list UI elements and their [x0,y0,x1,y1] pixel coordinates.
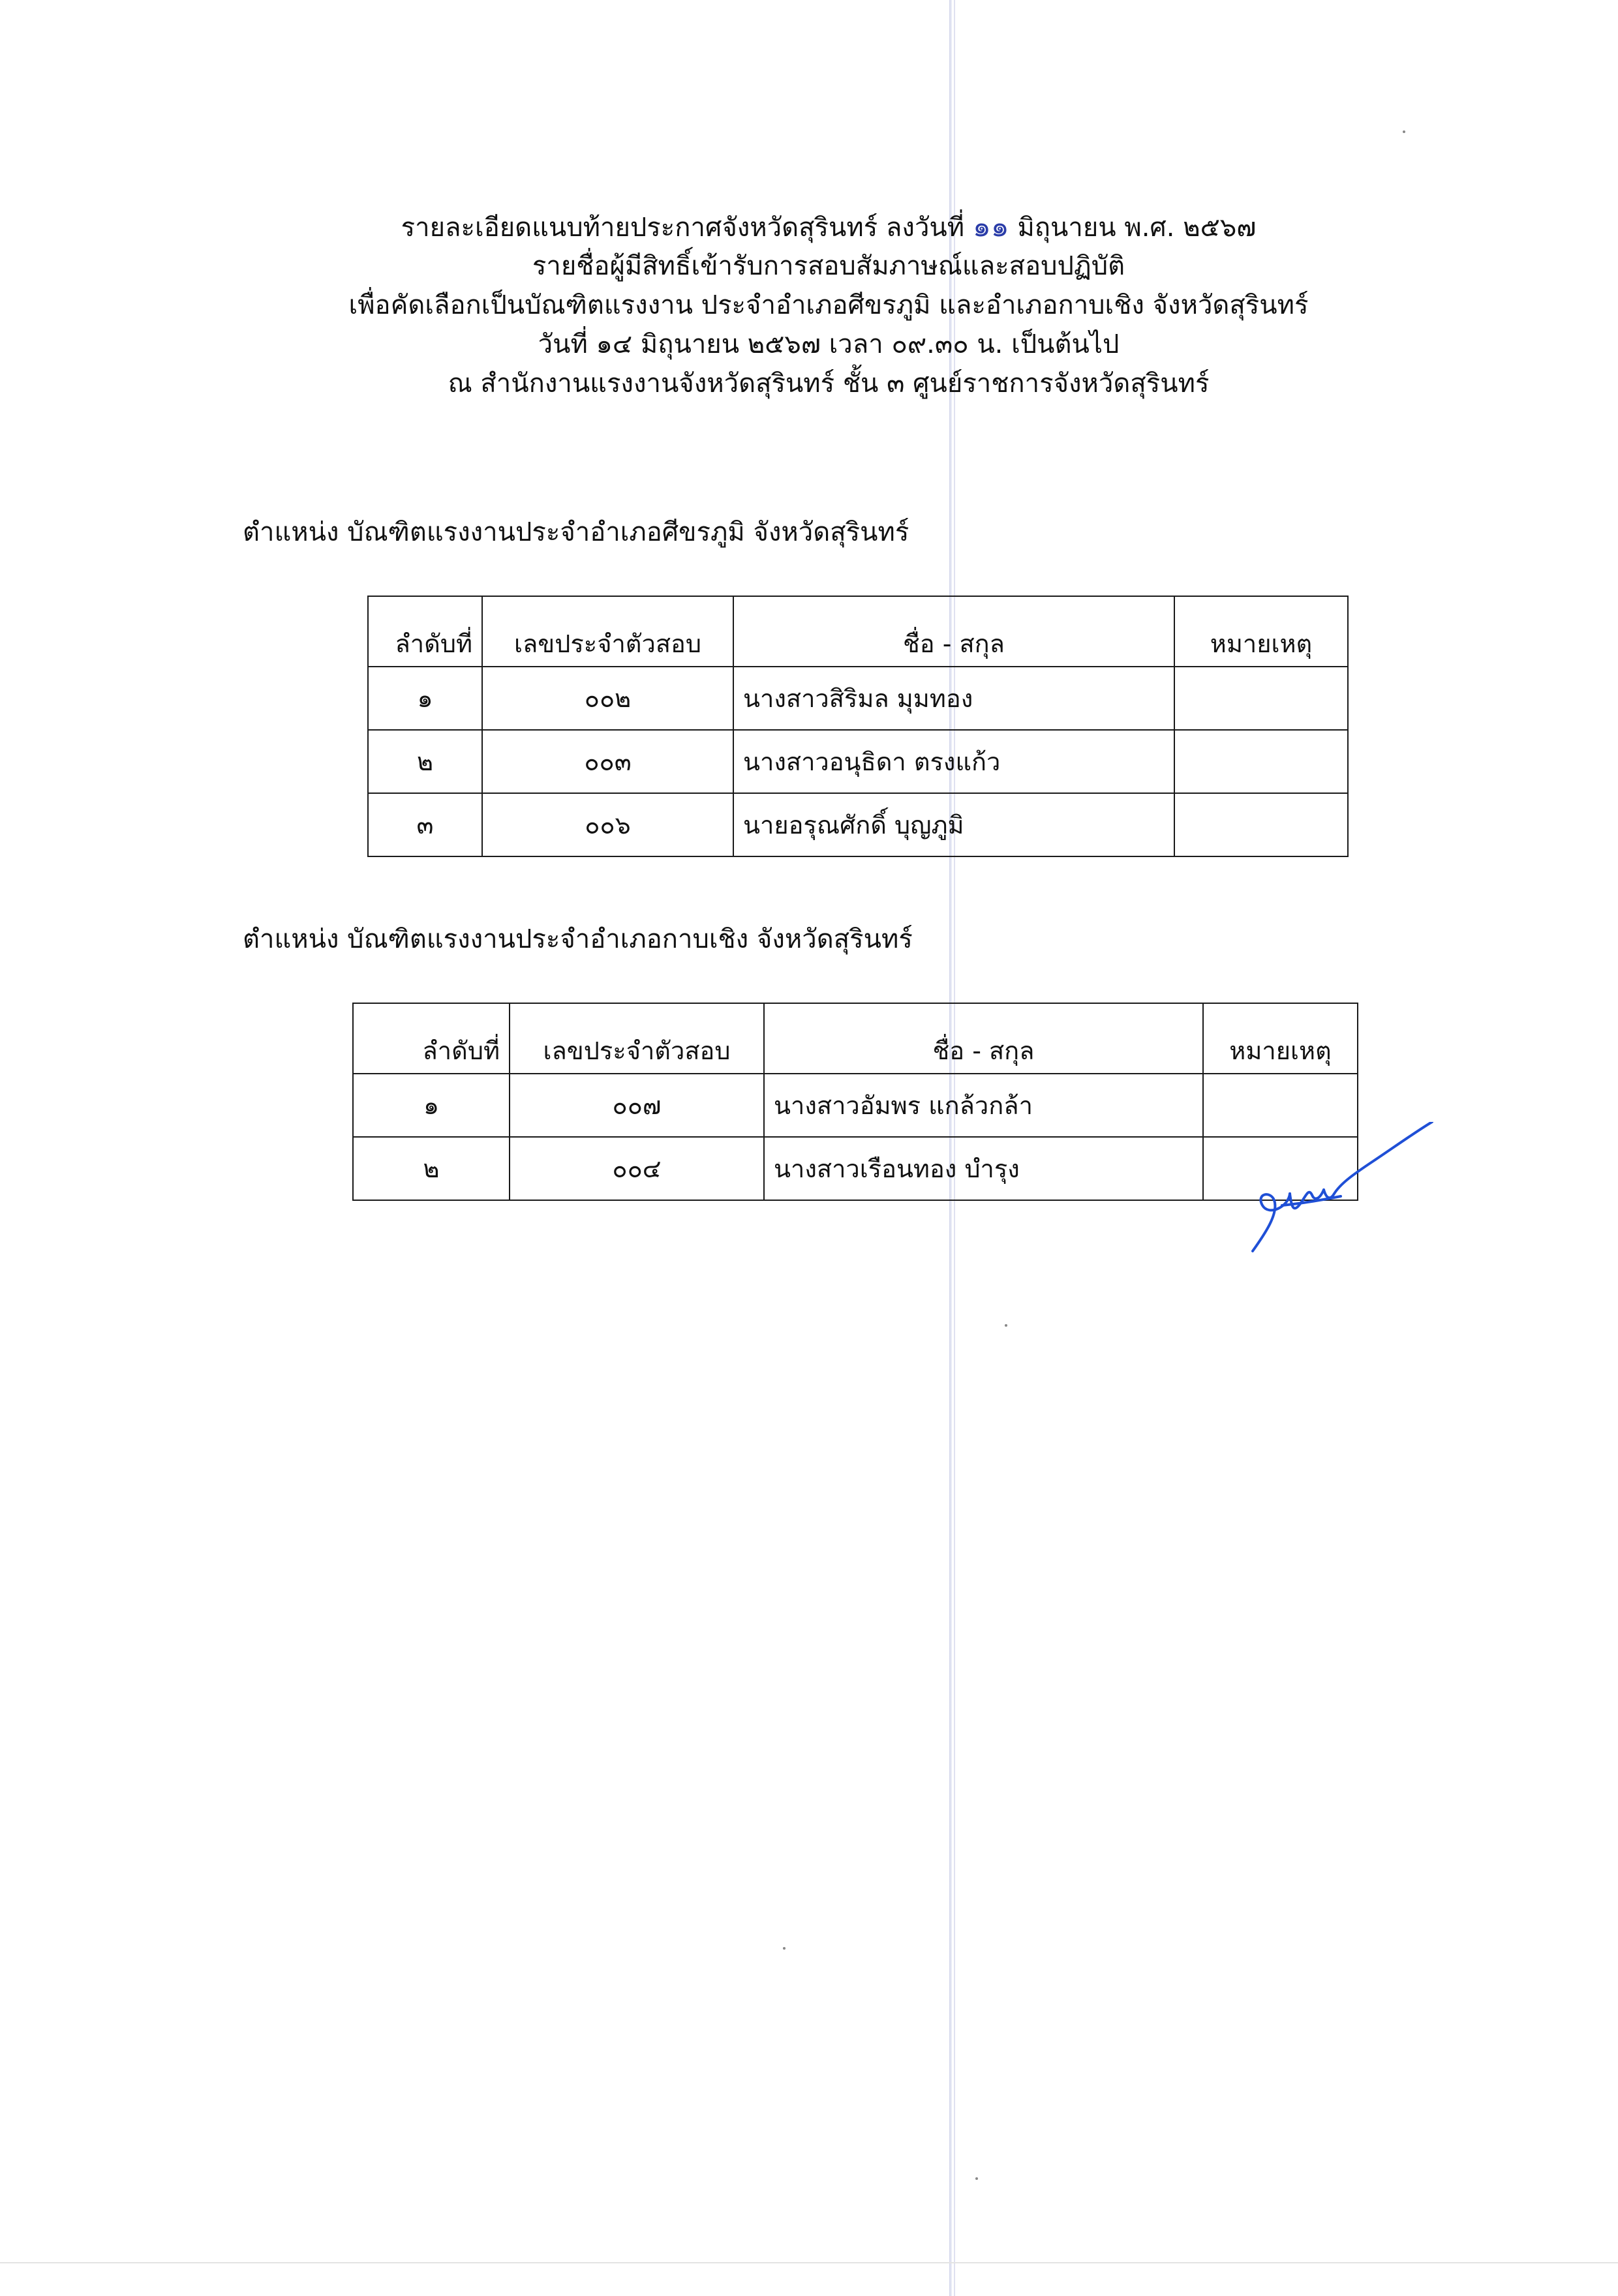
roster-table-sikhoraphum [367,596,1349,857]
column-header-note: หมายเหตุ [1203,1003,1358,1074]
cell-order: ๑ [353,1074,510,1137]
header-line-3: เพื่อคัดเลือกเป็นบัณฑิตแรงงาน ประจำอำเภอศีขรภูมิ และอำเภอกาบเชิง จังหวัดสุรินทร์ [348,290,1309,320]
table-row [368,793,1348,856]
scan-speck [1403,130,1405,133]
cell-note [1174,793,1348,856]
cell-order: ๑ [368,667,482,730]
cell-order: ๓ [368,793,482,856]
header-line-1-suffix: มิถุนายน พ.ศ. ๒๕๖๗ [1017,213,1257,243]
announcement-header [326,207,1331,403]
cell-name: นายอรุณศักดิ์ บุญภูมิ [733,793,1174,856]
cell-exam-id: ๐๐๒ [482,667,733,730]
section-title-kapchoeng: ตำแหน่ง บัณฑิตแรงงานประจำอำเภอกาบเชิง จังหวัดสุรินทร์ [243,924,913,954]
column-header-name: ชื่อ - สกุล [764,1003,1203,1074]
cell-exam-id: ๐๐๓ [482,730,733,793]
section-title-sikhoraphum: ตำแหน่ง บัณฑิตแรงงานประจำอำเภอศีขรภูมิ จังหวัดสุรินทร์ [243,517,909,547]
scan-speck [783,1947,786,1950]
table-row [368,667,1348,730]
header-line-5: ณ สำนักงานแรงงานจังหวัดสุรินทร์ ชั้น ๓ ศูนย์ราชการจังหวัดสุรินทร์ [448,369,1210,399]
scan-bottom-edge [0,2262,1618,2263]
column-header-exam-id: เลขประจำตัวสอบ [510,1003,764,1074]
cell-exam-id: ๐๐๖ [482,793,733,856]
cell-name: นางสาวเรือนทอง บำรุง [764,1137,1203,1200]
cell-note [1174,730,1348,793]
cell-order: ๒ [353,1137,510,1200]
scan-speck [975,2177,978,2180]
cell-exam-id: ๐๐๔ [510,1137,764,1200]
column-header-order: ลำดับที่ [368,596,482,667]
table-row [353,1074,1358,1137]
header-line-2: รายชื่อผู้มีสิทธิ์เข้ารับการสอบสัมภาษณ์และสอบปฏิบัติ [532,251,1125,281]
cell-note [1174,667,1348,730]
header-line-1-prefix: รายละเอียดแนบท้ายประกาศจังหวัดสุรินทร์ ลงวันที่ [401,213,965,243]
column-header-order: ลำดับที่ [353,1003,510,1074]
table-header-row [353,1003,1358,1074]
handwritten-signature [1243,1122,1439,1272]
cell-order: ๒ [368,730,482,793]
table-row [353,1137,1358,1200]
scan-speck [1005,1324,1007,1327]
table-header-row [368,596,1348,667]
header-line-1 [326,207,1331,247]
column-header-name: ชื่อ - สกุล [733,596,1174,667]
cell-name: นางสาวอัมพร แกล้วกล้า [764,1074,1203,1137]
column-header-note: หมายเหตุ [1174,596,1348,667]
cell-exam-id: ๐๐๗ [510,1074,764,1137]
roster-table-kapchoeng [352,1003,1358,1201]
table-row [368,730,1348,793]
handwritten-day: ๑๑ [972,210,1009,243]
cell-name: นางสาวสิริมล มุมทอง [733,667,1174,730]
column-header-exam-id: เลขประจำตัวสอบ [482,596,733,667]
header-line-4: วันที่ ๑๔ มิถุนายน ๒๕๖๗ เวลา ๐๙.๓๐ น. เป็นต้นไป [538,329,1120,359]
cell-name: นางสาวอนุธิดา ตรงแก้ว [733,730,1174,793]
